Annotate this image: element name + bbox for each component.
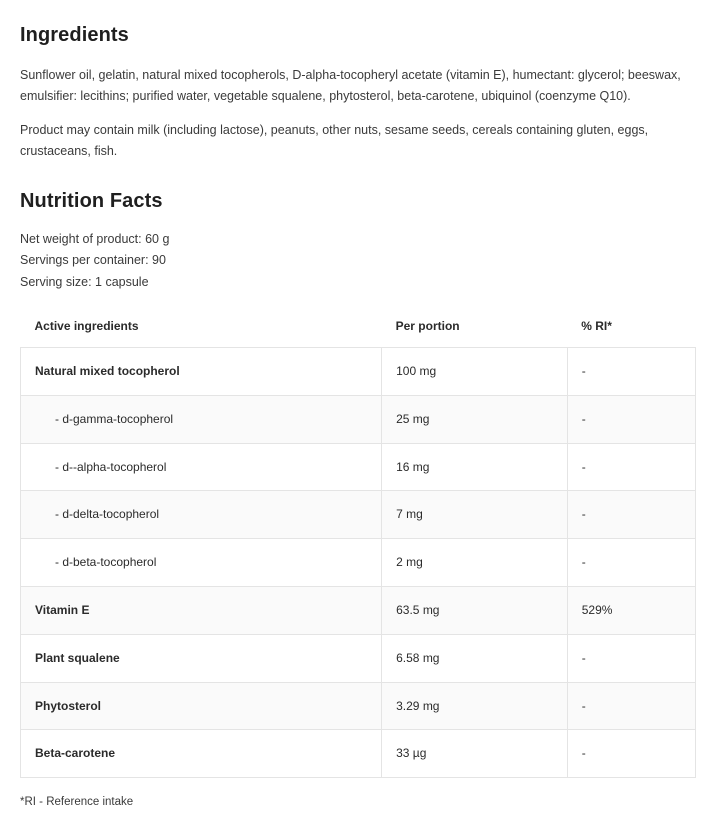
cell-ri-percent: - — [567, 634, 695, 682]
table-row — [21, 443, 696, 491]
reference-intake-footnote: *RI - Reference intake — [20, 796, 134, 809]
nutrition-table-body — [21, 348, 696, 778]
cell-per-portion: 63.5 mg — [382, 586, 568, 634]
cell-ri-percent: - — [567, 491, 695, 539]
cell-per-portion: 3.29 mg — [382, 682, 568, 730]
cell-ri-percent: - — [567, 443, 695, 491]
table-row — [21, 539, 696, 587]
serving-info-block — [20, 229, 696, 294]
ingredients-heading: Ingredients — [20, 24, 129, 46]
table-header-row — [21, 313, 696, 348]
cell-ingredient-name: - d-beta-tocopherol — [21, 539, 382, 587]
cell-ingredient-name: Phytosterol — [21, 682, 382, 730]
cell-ri-percent: - — [567, 395, 695, 443]
cell-per-portion: 100 mg — [382, 348, 568, 396]
cell-ri-percent: - — [567, 348, 695, 396]
table-row — [21, 491, 696, 539]
cell-ingredient-name: - d-gamma-tocopherol — [21, 395, 382, 443]
cell-ri-percent: 529% — [567, 586, 695, 634]
cell-ingredient-name: Plant squalene — [21, 634, 382, 682]
nutrition-facts-heading: Nutrition Facts — [20, 189, 163, 212]
ingredients-list-text: Sunflower oil, gelatin, natural mixed tocopherols, D-alpha-tocopheryl acetate (vitamin E), humectant: glycerol; beeswax, emulsifier: lecithins; purified water, vegetable squalene, phytosterol, beta-carotene, ubiquinol (coenzyme Q10). — [20, 68, 681, 103]
cell-per-portion: 25 mg — [382, 395, 568, 443]
cell-ri-percent: - — [567, 539, 695, 587]
nutrition-table — [20, 313, 696, 778]
cell-per-portion: 2 mg — [382, 539, 568, 587]
cell-ri-percent: - — [567, 682, 695, 730]
column-header-per-portion: Per portion — [395, 319, 460, 333]
cell-per-portion: 7 mg — [382, 491, 568, 539]
serving-size-text: Serving size: 1 capsule — [20, 274, 149, 289]
cell-ri-percent: - — [567, 730, 695, 778]
allergen-warning-text: Product may contain milk (including lactose), peanuts, other nuts, sesame seeds, cereals containing gluten, eggs, crustaceans, fish. — [20, 123, 649, 158]
cell-ingredient-name: - d--alpha-tocopherol — [21, 443, 382, 491]
cell-ingredient-name: Beta-carotene — [21, 730, 382, 778]
cell-per-portion: 16 mg — [382, 443, 568, 491]
table-row — [21, 395, 696, 443]
table-row — [21, 682, 696, 730]
cell-ingredient-name: Vitamin E — [21, 586, 382, 634]
column-header-ri: % RI* — [581, 319, 612, 333]
servings-per-container-text: Servings per container: 90 — [20, 253, 166, 267]
nutrition-table-header — [21, 313, 696, 348]
column-header-active-ingredients: Active ingredients — [34, 319, 139, 333]
cell-per-portion: 6.58 mg — [382, 634, 568, 682]
table-row — [21, 348, 696, 396]
table-row — [21, 730, 696, 778]
table-row — [21, 634, 696, 682]
cell-ingredient-name: - d-delta-tocopherol — [21, 491, 382, 539]
cell-per-portion: 33 µg — [382, 730, 568, 778]
table-row — [21, 586, 696, 634]
cell-ingredient-name: Natural mixed tocopherol — [21, 348, 382, 396]
net-weight-text: Net weight of product: 60 g — [20, 231, 170, 246]
